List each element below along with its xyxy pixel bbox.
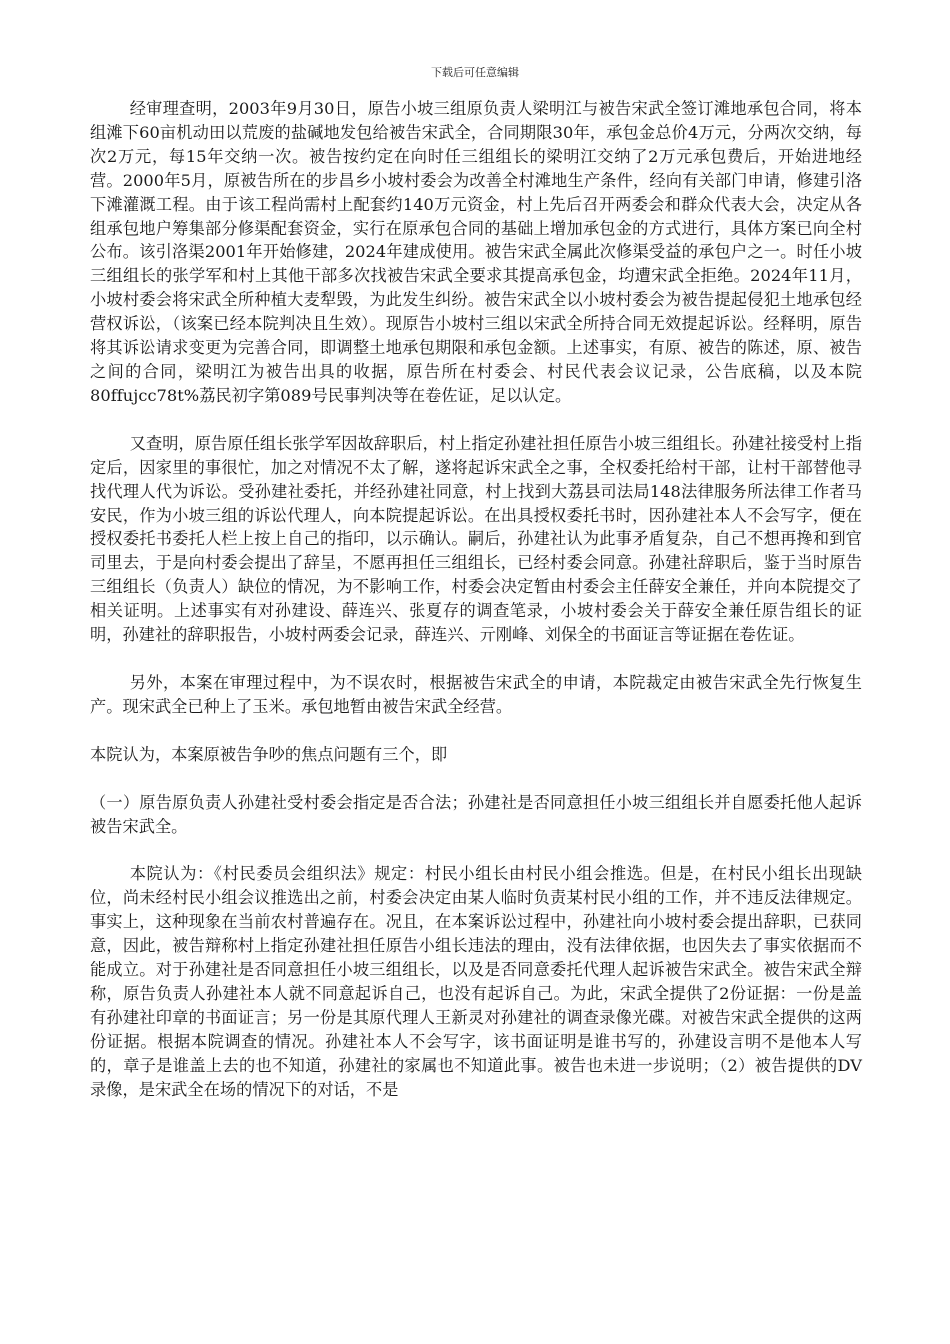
header-note: 下载后可任意编辑 bbox=[431, 66, 519, 79]
paragraph-further-facts: 又查明，原告原任组长张学军因故辞职后，村上指定孙建社担任原告小坡三组组长。孙建社接受村上指定后，因家里的事很忙，加之对情况不太了解，遂将起诉宋武全之事，全权委托给村干部，让村干部替他寻找代理人代为诉讼。受孙建社委托，并经孙建社同意，村上找到大荔县司法局148法律服务所法律工作者马安民，作为小坡三组的诉讼代理人，向本院提起诉讼。在出具授权委托书时，因孙建社本人不会写字，便在授权委托书委托人栏上按上自己的指印，以示确认。嗣后，孙建社认为此事矛盾复杂，自己不想再搀和到官司里去，于是向村委会提出了辞呈，不愿再担任三组组长，已经村委会同意。孙建社辞职后，鉴于当时原告三组组长（负责人）缺位的情况，为不影响工作，村委会决定暂由村委会主任薛安全兼任，并向本院提交了相关证明。上述事实有对孙建设、薛连兴、张夏存的调查笔录，小坡村委会关于薛安全兼任原告组长的证明，孙建社的辞职报告，小坡村两委会记录，薛连兴、亓刚峰、刘保全的书面证言等证据在卷佐证。 bbox=[90, 433, 862, 645]
paragraph-issue-one: （一）原告原负责人孙建社受村委会指定是否合法；孙建社是否同意担任小坡三组组长并自愿委托他人起诉被告宋武全。 bbox=[90, 792, 862, 836]
document-body bbox=[90, 97, 862, 1102]
paragraph-court-reasoning: 本院认为：《村民委员会组织法》规定：村民小组长由村民小组会推选。但是，在村民小组长出现缺位，尚未经村民小组会议推选出之前，村委会决定由某人临时负责某村民小组的工作，并不违反法律规定。事实上，这种现象在当前农村普遍存在。况且，在本案诉讼过程中，孙建社向小坡村委会提出辞职，已获同意，因此，被告辩称村上指定孙建社担任原告小组长违法的理由，没有法律依据，也因失去了事实依据而不能成立。对于孙建社是否同意担任小坡三组组长，以及是否同意委托代理人起诉被告宋武全。被告宋武全辩称，原告负责人孙建社本人就不同意起诉自己，也没有起诉自己。为此，宋武全提供了2份证据：一份是盖有孙建社印章的书面证言；另一份是其原代理人王新灵对孙建社的调查录像光碟。对被告宋武全提供的这两份证据。根据本院调查的情况。孙建社本人不会写字，该书面证明是谁书写的，孙建设言明不是他本人写的，章子是谁盖上去的也不知道，孙建社的家属也不知道此事。被告也未进一步说明；（2）被告提供的DV录像，是宋武全在场的情况下的对话，不是 bbox=[90, 864, 862, 1099]
paragraph-facts: 经审理查明，2003年9月30日，原告小坡三组原负责人梁明江与被告宋武全签订滩地承包合同，将本组滩下60亩机动田以荒废的盐碱地发包给被告宋武全，合同期限30年，承包金总价4万元，分两次交纳，每次2万元，每15年交纳一次。被告按约定在向时任三组组长的梁明江交纳了2万元承包费后，开始进地经营。2000年5月，原被告所在的步昌乡小坡村委会为改善全村滩地生产条件，经向有关部门申请，修建引洛下滩灌溉工程。由于该工程尚需村上配套约140万元资金，村上先后召开两委会和群众代表大会，决定从各组承包地户筹集部分修渠配套资金，实行在原承包合同的基础上增加承包金的方式进行，具体方案已向全村公布。该引洛渠2001年开始修建，2024年建成使用。被告宋武全属此次修渠受益的承包户之一。时任小坡三组组长的张学军和村上其他干部多次找被告宋武全要求其提高承包金，均遭宋武全拒绝。2024年11月，小坡村委会将宋武全所种植大麦犁毁，为此发生纠纷。被告宋武全以小坡村委会为被告提起侵犯土地承包经营权诉讼，（该案已经本院判决且生效）。现原告小坡村三组以宋武全所持合同无效提起诉讼。经释明，原告将其诉讼请求变更为完善合同，即调整土地承包期限和承包金额。上述事实，有原、被告的陈述，原、被告之间的合同，梁明江为被告出具的收据，原告所在村委会、村民代表会议记录，公告底稿，以及本院80ffujcc78t%荔民初字第089号民事判决等在卷佐证，足以认定。 bbox=[90, 99, 862, 405]
paragraph-additional: 另外，本案在审理过程中，为不误农时，根据被告宋武全的申请，本院裁定由被告宋武全先行恢复生产。现宋武全已种上了玉米。承包地暂由被告宋武全经营。 bbox=[90, 672, 862, 716]
paragraph-court-opinion-intro: 本院认为，本案原被告争吵的焦点问题有三个，即 bbox=[90, 744, 448, 764]
